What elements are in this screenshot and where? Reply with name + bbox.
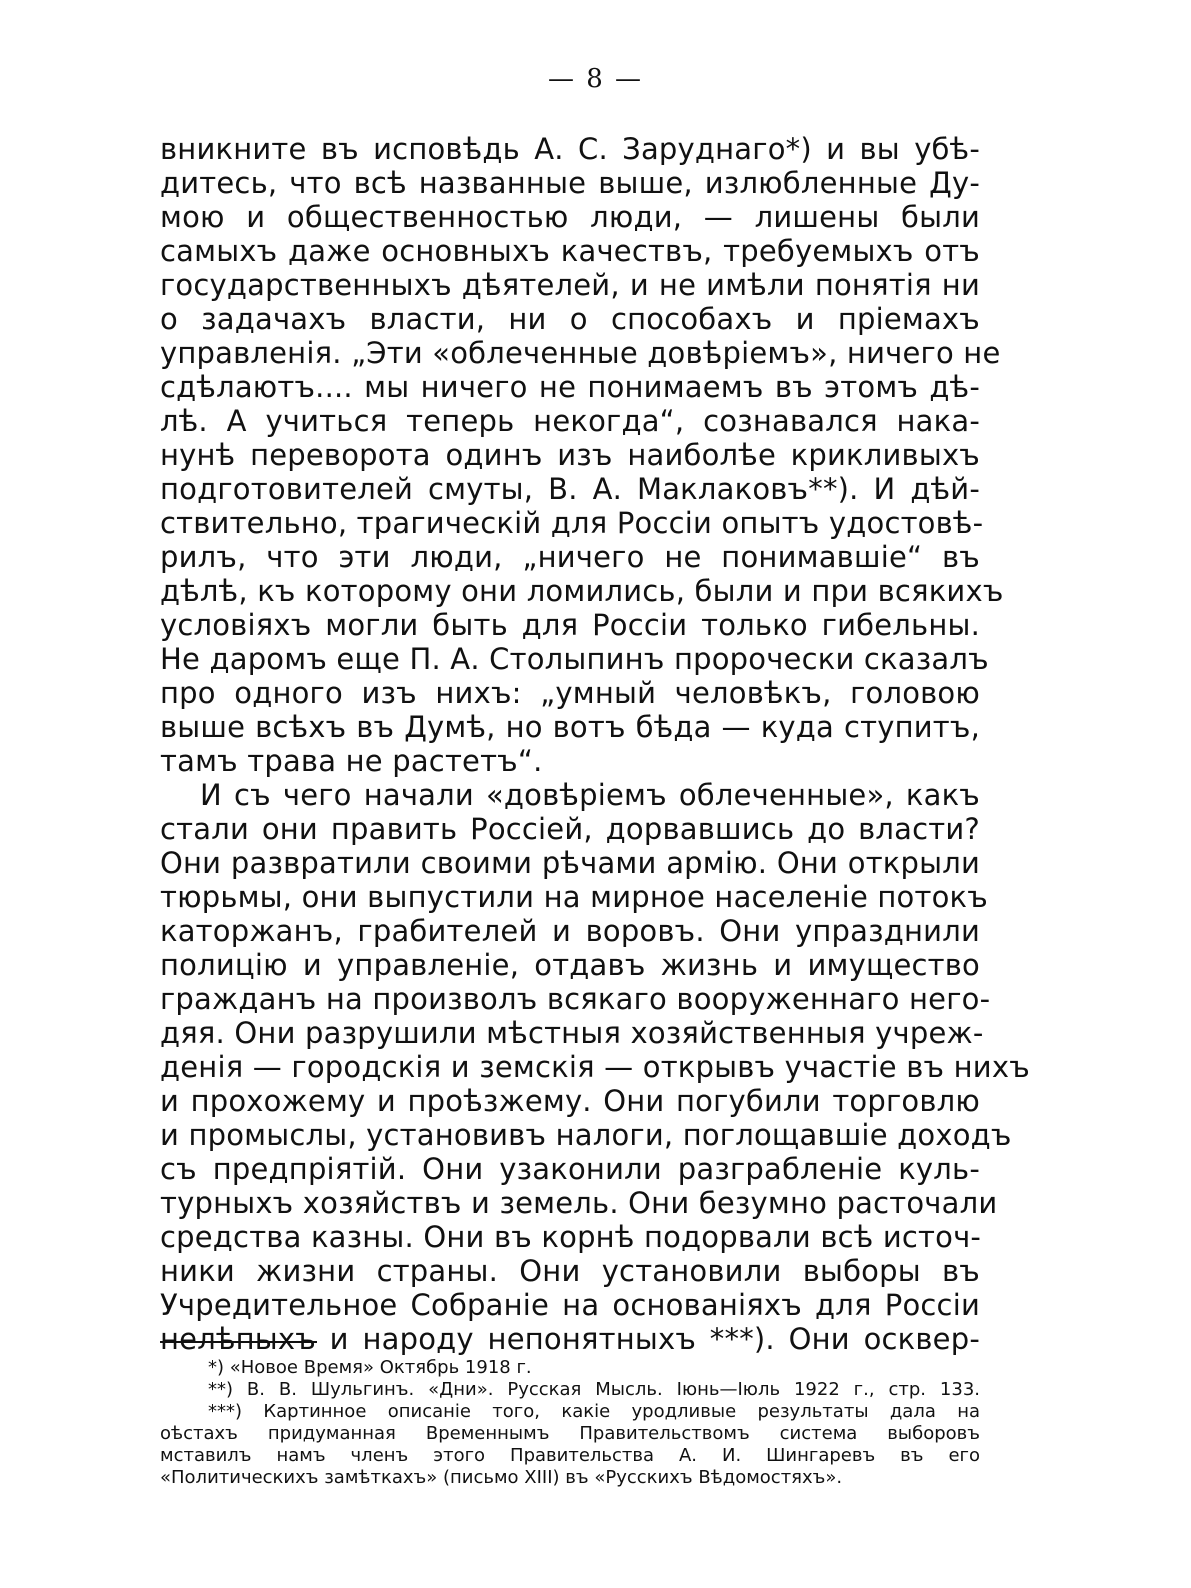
text-line: турныхъ хозяйствъ и земель. Они безумно расточали	[160, 1186, 998, 1220]
text-line: съ предпріятій. Они узаконили разграбленіе куль-	[160, 1152, 980, 1186]
text-line: о задачахъ власти, ни о способахъ и пріемахъ	[160, 302, 980, 336]
footnote-line: ***) Картинное описаніе того, какіе уродливые результаты дала на	[208, 1401, 980, 1422]
text-line: гражданъ на произволъ всякаго вооруженнаго него-	[160, 982, 991, 1016]
text-line: дѣлѣ, къ которому они ломились, были и при всякихъ	[160, 574, 1004, 608]
text-line: и промыслы, установивъ налоги, поглощавшіе доходъ	[160, 1118, 1012, 1152]
text-line: ствительно, трагическій для Россіи опытъ удостовѣ-	[160, 506, 984, 540]
text-line: нелѣпыхъ и народу непонятныхъ ***). Они осквер-	[160, 1322, 980, 1356]
text-line: управленія. „Эти «облеченные довѣріемъ», ничего не	[160, 336, 1001, 370]
text-line: каторжанъ, грабителей и воровъ. Они упразднили	[160, 914, 980, 948]
footnote-line: **) В. В. Шульгинъ. «Дни». Русская Мысль. Іюнь—Іюль 1922 г., стр. 133.	[208, 1379, 980, 1400]
text-line: средства казны. Они въ корнѣ подорвали всѣ источ-	[160, 1220, 982, 1254]
text-line: тамъ трава не растетъ“.	[160, 744, 543, 778]
text-line: денія — городскія и земскія — открывъ участіе въ нихъ	[160, 1050, 1030, 1084]
page-number: — 8 —	[547, 64, 644, 94]
text-line: Учредительное Собраніе на основаніяхъ для Россіи	[160, 1288, 980, 1322]
footnote-line: «Политическихъ замѣткахъ» (письмо XIII) въ «Русскихъ Вѣдомостяхъ».	[160, 1467, 843, 1488]
text-line: выше всѣхъ въ Думѣ, но вотъ бѣда — куда ступитъ,	[160, 710, 980, 744]
text-line: Не даромъ еще П. А. Столыпинъ пророчески сказалъ	[160, 642, 989, 676]
text-line: подготовителей смуты, В. А. Маклаковъ**). И дѣй-	[160, 472, 980, 506]
text-line: условіяхъ могли быть для Россіи только гибельны.	[160, 608, 980, 642]
text-line: про одного изъ нихъ: „умный человѣкъ, головою	[160, 676, 980, 710]
text-line: и прохожему и проѣзжему. Они погубили торговлю	[160, 1084, 980, 1118]
footnote-line: *) «Новое Время» Октябрь 1918 г.	[208, 1357, 532, 1378]
footnote-line: мставилъ намъ членъ этого Правительства А. И. Шингаревъ въ его	[160, 1445, 980, 1466]
text-line: дяя. Они разрушили мѣстныя хозяйственныя учреж-	[160, 1016, 984, 1050]
text-line: самыхъ даже основныхъ качествъ, требуемыхъ отъ	[160, 234, 980, 268]
text-line: стали они править Россіей, дорвавшись до власти?	[160, 812, 980, 846]
text-line: Они развратили своими рѣчами армію. Они открыли	[160, 846, 980, 880]
footnote-line: оѣстахъ придуманная Временнымъ Правительствомъ система выборовъ	[160, 1423, 980, 1444]
text-line: лѣ. А учиться теперь некогда“, сознавался нака-	[160, 404, 980, 438]
footnotes	[160, 1357, 980, 1489]
body-text	[160, 132, 1030, 1356]
text-line: вникните въ исповѣдь А. С. Заруднаго*) и вы убѣ-	[160, 132, 980, 166]
text-line: рилъ, что эти люди, „ничего не понимавшіе“ въ	[160, 540, 980, 574]
footnote-divider	[160, 1341, 317, 1343]
text-line: сдѣлаютъ.... мы ничего не понимаемъ въ этомъ дѣ-	[160, 370, 980, 404]
text-line: тюрьмы, они выпустили на мирное населеніе потокъ	[160, 880, 988, 914]
text-line: нунѣ переворота одинъ изъ наиболѣе крикливыхъ	[160, 438, 980, 472]
text-line: государственныхъ дѣятелей, и не имѣли понятія ни	[160, 268, 980, 302]
text-line: полицію и управленіе, отдавъ жизнь и имущество	[160, 948, 980, 982]
paragraph-start-line: И съ чего начали «довѣріемъ облеченные», какъ	[200, 778, 980, 812]
text-line: ники жизни страны. Они установили выборы въ	[160, 1254, 980, 1288]
text-line: дитесь, что всѣ названные выше, излюбленные Ду-	[160, 166, 980, 200]
text-line: мою и общественностью люди, — лишены были	[160, 200, 980, 234]
